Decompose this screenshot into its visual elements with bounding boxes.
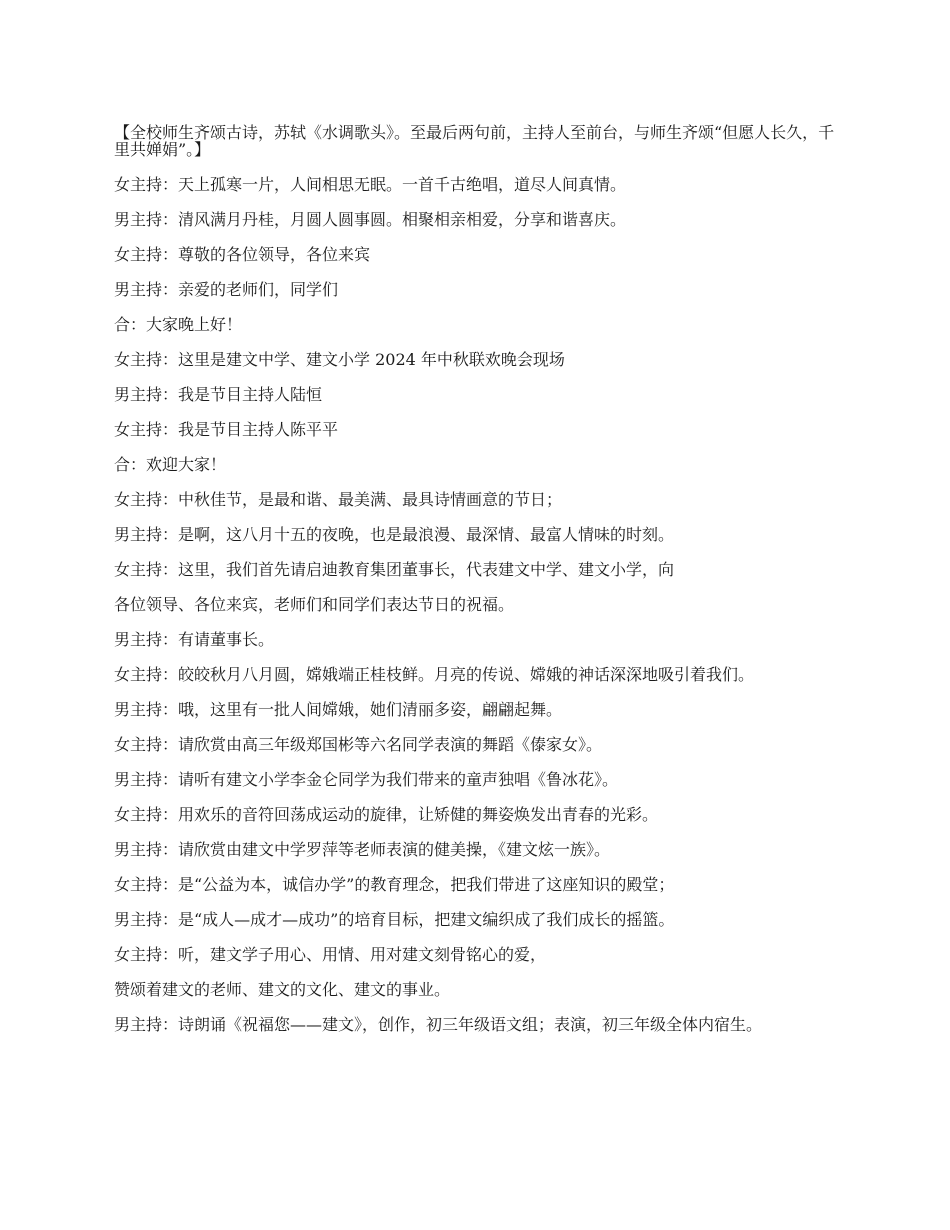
script-line: 男主持：哦，这里有一批人间嫦娥，她们清丽多姿，翩翩起舞。: [114, 700, 563, 719]
script-line: 男主持：有请董事长。: [114, 630, 275, 649]
script-line: 女主持：天上孤寒一片，人间相思无眠。一首千古绝唱，道尽人间真情。: [114, 175, 627, 194]
script-line: 男主持：清风满月丹桂，月圆人圆事圆。相聚相亲相爱，分享和谐喜庆。: [114, 210, 627, 229]
script-line: 男主持：诗朗诵《祝福您——建文》，创作，初三年级语文组；表演，初三年级全体内宿生。: [114, 1015, 763, 1034]
script-line: 女主持：皎皎秋月八月圆，嫦娥端正桂枝鲜。月亮的传说、嫦娥的神话深深地吸引着我们。: [114, 665, 755, 684]
script-line: 合：大家晚上好！: [114, 315, 243, 334]
document-body: [114, 124, 840, 1051]
script-line: 男主持：我是节目主持人陆恒: [114, 385, 323, 404]
script-line: 女主持：是“公益为本，诚信办学”的教育理念，把我们带进了这座知识的殿堂；: [114, 875, 675, 894]
script-line: 男主持：请听有建文小学李金仑同学为我们带来的童声独唱《鲁冰花》。: [114, 770, 619, 789]
script-line: 女主持：这里，我们首先请启迪教育集团董事长，代表建文中学、建文小学，向: [114, 560, 675, 579]
script-line: 男主持：请欣赏由建文中学罗萍等老师表演的健美操，《建文炫一族》。: [114, 840, 611, 859]
script-line: 女主持：尊敬的各位领导，各位来宾: [114, 245, 371, 264]
script-line: 合：欢迎大家！: [114, 455, 227, 474]
script-line: 女主持：这里是建文中学、建文小学 2024 年中秋联欢晚会现场: [114, 350, 565, 369]
script-line: 男主持：是“成人—成才—成功”的培育目标，把建文编织成了我们成长的摇篮。: [114, 910, 675, 929]
script-line: 赞颂着建文的老师、建文的文化、建文的事业。: [114, 980, 451, 999]
script-line: 女主持：请欣赏由高三年级郑国彬等六名同学表演的舞蹈《傣家女》。: [114, 735, 603, 754]
script-line: 男主持：是啊，这八月十五的夜晚，也是最浪漫、最深情、最富人情味的时刻。: [114, 525, 675, 544]
stage-direction: 【全校师生齐颂古诗，苏轼《水调歌头》。至最后两句前，主持人至前台，与师生齐颂“但愿人长久，千里共婵娟”。】: [114, 123, 835, 159]
script-line: 男主持：亲爱的老师们，同学们: [114, 280, 339, 299]
script-line: 女主持：我是节目主持人陈平平: [114, 420, 339, 439]
script-line: 女主持：听，建文学子用心、用情、用对建文刻骨铭心的爱，: [114, 945, 547, 964]
script-line: 女主持：中秋佳节，是最和谐、最美满、最具诗情画意的节日；: [114, 490, 563, 509]
script-line: 各位领导、各位来宾，老师们和同学们表达节日的祝福。: [114, 595, 515, 614]
script-line: 女主持：用欢乐的音符回荡成运动的旋律，让矫健的舞姿焕发出青春的光彩。: [114, 805, 659, 824]
